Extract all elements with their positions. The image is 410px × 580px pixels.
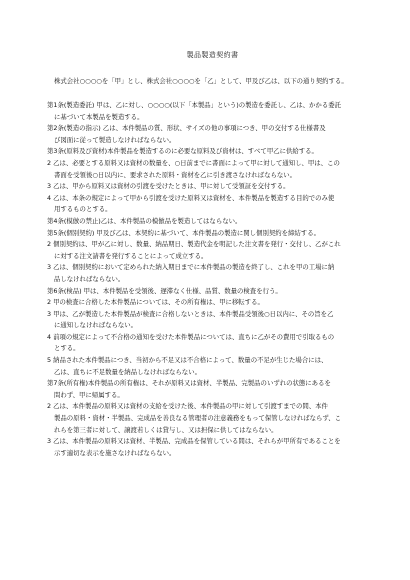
contract-paragraph (47, 193, 378, 216)
paragraph-line: 3 乙は、個別契約において定められた納入期日までに本件製品の製造を終了し、これを甲の工場に納 (47, 263, 335, 272)
paragraph-line: 3 乙は、甲から原料又は資材の引渡を受けたときは、甲に対して受領証を交付する。 (47, 182, 290, 191)
contract-paragraph (47, 332, 378, 355)
contract-paragraph (47, 239, 378, 262)
paragraph-line: 3 乙は、本件製品の原料又は資材、半製品、完成品を保管している間は、それらが甲所有であることを (47, 437, 341, 446)
paragraph-line: 4 前項の規定によって不合格の通知を受けた本件製品については、直ちに乙がその費用で引取るもの (47, 332, 335, 341)
contract-paragraph (47, 181, 378, 193)
paragraph-line: 第2条(製造の指示) 乙は、本件製品の質、形状、サイズの他の事項につき、甲の交付する仕様書及 (47, 124, 326, 133)
contract-paragraph (47, 286, 378, 298)
contract-paragraph (47, 146, 378, 158)
paragraph-line: れらを第三者に対して、譲渡若しくは貸与し、又は担保に供してはならない。 (54, 425, 278, 434)
paragraph-line: に通知しなければならない。 (54, 321, 138, 330)
contract-paragraph (47, 378, 378, 401)
paragraph-line: 5 納品された本件製品につき、当初から不足又は不合格によって、数量の不足が生じた場合には、 (47, 356, 328, 365)
contract-paragraph (47, 309, 378, 332)
paragraph-line: び図面に従って製造しなければならない。 (54, 135, 176, 144)
paragraph-line: 書面を受領後○日以内に、要求された原料・資材を乙に引き渡さなければならない。 (54, 170, 297, 179)
paragraph-line: に基づいて本製品を製造する。 (54, 112, 144, 121)
paragraph-line: とする。 (54, 344, 80, 353)
paragraph-line: 4 乙は、本条の規定によって甲から引渡を受けた原料又は資材を、本件製品を製造する目的でのみ使 (47, 193, 335, 202)
contract-paragraph (47, 228, 378, 240)
paragraph-line: 乙は、直ちに不足数量を納品しなければならない。 (54, 367, 201, 376)
contract-paragraph (47, 158, 378, 181)
paragraph-line: 第1条(製造委託) 甲は、乙に対し、○○○○(以下「本製品」という)の製造を委託し、乙は、かかる委託 (47, 101, 341, 109)
contract-paragraph (47, 436, 378, 459)
document-title: 製品製造契約書 (186, 51, 239, 59)
paragraph-line: 示す適切な表示を施さなければならない。 (54, 448, 176, 457)
paragraph-line: 問わず、甲に帰属する。 (54, 390, 124, 399)
paragraph-line: 製品の原料・資材・半製品、完成品を善良なる管理者の注意義務をもって保管しなければならず、こ (54, 414, 342, 423)
paragraph-line: 2 乙は、本件製品の原料又は資材の支給を受けた後、本件製品の甲に対して引渡すまでの間、本件 (47, 402, 328, 411)
contract-paragraph (47, 262, 378, 285)
contract-paragraph (47, 297, 378, 309)
contract-paragraph (47, 401, 378, 436)
contract-body (47, 100, 378, 459)
paragraph-line: 用するものとする。 (54, 205, 112, 214)
contract-paragraph (47, 355, 378, 378)
contract-paragraph (47, 100, 378, 123)
paragraph-line: に対する注文請書を発行することによって成立する。 (54, 251, 208, 260)
contract-paragraph (47, 123, 378, 146)
paragraph-line: 第4条(模倣の禁止)乙は、本件製品の模倣品を製造してはならない。 (47, 216, 242, 225)
paragraph-line: 3 甲は、乙が製造した本件製品が検査に合格しないときは、本件製品受領後○日以内に、その旨を乙 (47, 309, 334, 318)
paragraph-line: 2 甲の検査に合格した本件製品については、その所有権は、甲に移転する。 (47, 298, 264, 307)
paragraph-line: 第6条(検品) 甲は、本件製品を受領後、遅滞なく仕様、品質、数量の検査を行う。 (47, 286, 282, 295)
paragraph-line: 2 個別契約は、甲が乙に対し、数量、納品期日、製造代金を明記した注文書を発行・交付し、乙がこれ (47, 240, 341, 249)
paragraph-line: 第3条(原料及び資材)本件製品を製造するのに必要な原料及び資材は、すべて甲乙に供給する。 (47, 147, 318, 156)
contract-paragraph (47, 216, 378, 228)
paragraph-line: 品しなければならない。 (54, 274, 125, 283)
paragraph-line: 第5条(個別契約) 甲及び乙は、本契約に基づいて、本件製品の製造に関し個別契約を締結する。 (47, 228, 320, 237)
paragraph-line: 2 乙は、必要とする原料又は資材の数量を、○日前までに書面によって甲に対して通知し、甲は、この (47, 158, 340, 167)
intro-paragraph: 株式会社○○○○を「甲」とし、株式会社○○○○を「乙」として、甲及び乙は、以下の通り契約する。 (54, 77, 348, 85)
paragraph-line: 第7条(所有権)本件製品の所有権は、それが原料又は資材、半製品、完製品のいずれの状態にあるを (47, 379, 331, 388)
